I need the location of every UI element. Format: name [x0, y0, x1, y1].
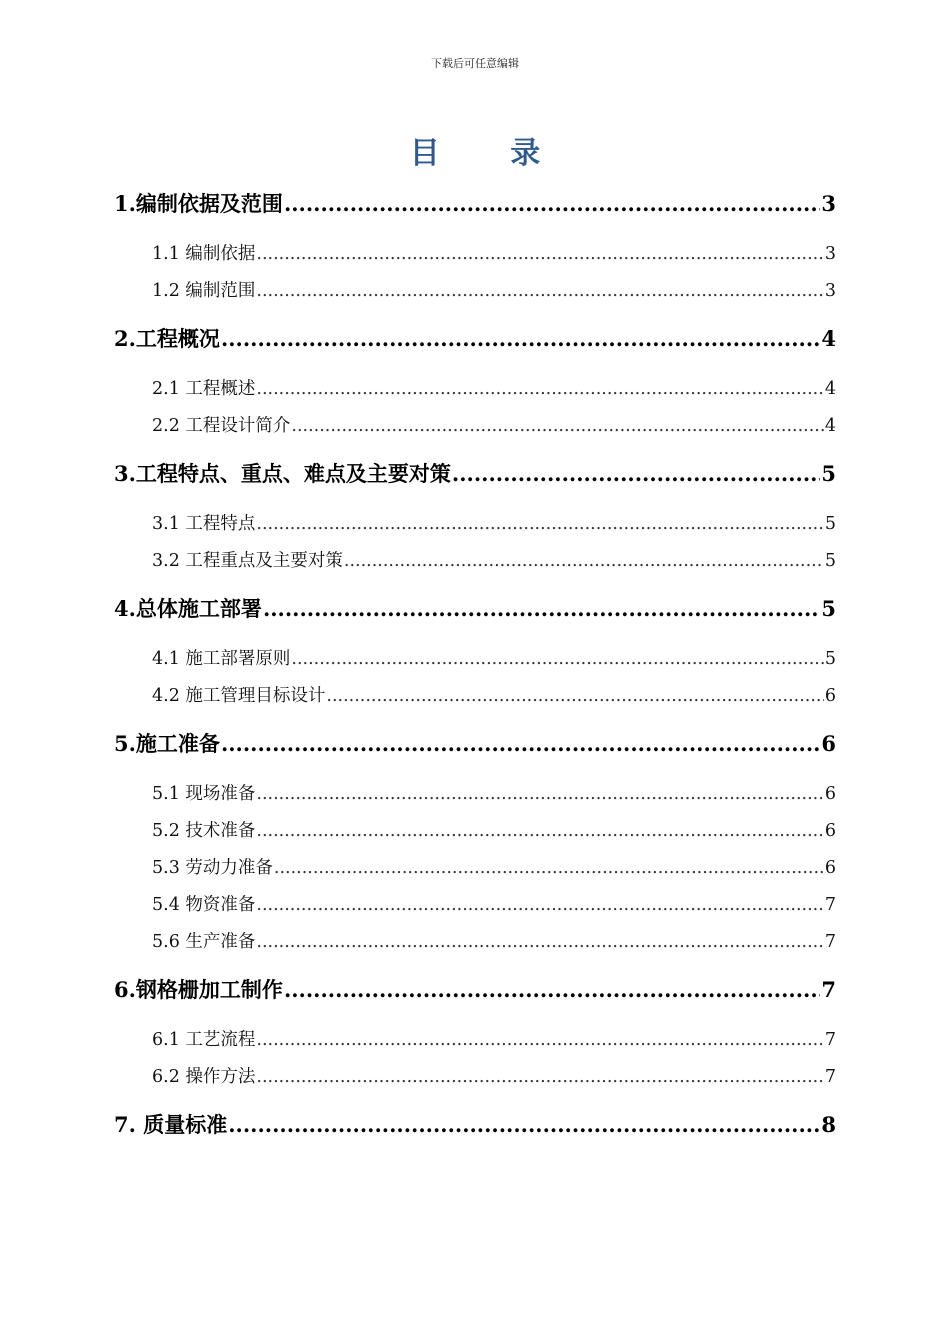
toc-entry-label: 7. 质量标准 — [114, 1112, 228, 1137]
toc-entry-label: 3.2 工程重点及主要对策 — [152, 551, 343, 571]
toc-section-entry[interactable] — [114, 776, 836, 813]
toc-entry-label: 3.工程特点、重点、难点及主要对策 — [114, 461, 451, 486]
toc-dot-leader — [256, 371, 823, 408]
toc-dot-leader — [452, 454, 820, 494]
toc-section-entry[interactable] — [114, 506, 836, 543]
table-of-contents — [114, 184, 836, 1145]
toc-entry-label: 5.2 技术准备 — [152, 821, 256, 841]
toc-dot-leader — [344, 543, 824, 580]
toc-entry-label: 5.3 劳动力准备 — [152, 858, 273, 878]
toc-chapter-entry[interactable] — [114, 319, 836, 359]
toc-page-number: 7 — [824, 1030, 836, 1050]
toc-page-number: 7 — [824, 895, 836, 915]
toc-page-number: 3 — [824, 244, 836, 264]
toc-dot-leader — [256, 887, 823, 924]
toc-dot-leader — [291, 641, 823, 678]
toc-section-entry[interactable] — [114, 1022, 836, 1059]
toc-page-number: 7 — [821, 977, 836, 1002]
toc-page-number: 6 — [824, 686, 836, 706]
toc-dot-leader — [263, 589, 820, 629]
toc-dot-leader — [228, 1105, 820, 1145]
toc-chapter-entry[interactable] — [114, 454, 836, 494]
toc-chapter-entry[interactable] — [114, 970, 836, 1010]
toc-chapter-entry[interactable] — [114, 724, 836, 764]
toc-section-entry[interactable] — [114, 236, 836, 273]
toc-chapter-entry[interactable] — [114, 589, 836, 629]
toc-page-number: 6 — [824, 784, 836, 804]
toc-title: 目 录 — [409, 136, 571, 171]
toc-section-entry[interactable] — [114, 813, 836, 850]
toc-entry-label: 4.总体施工部署 — [114, 596, 262, 621]
toc-entry-label: 6.2 操作方法 — [152, 1067, 256, 1087]
toc-dot-leader — [256, 813, 823, 850]
toc-page-number: 5 — [824, 649, 836, 669]
toc-dot-leader — [256, 1022, 823, 1059]
toc-section-entry[interactable] — [114, 887, 836, 924]
toc-chapter-entry[interactable] — [114, 184, 836, 224]
toc-page-number: 4 — [824, 379, 836, 399]
toc-section-entry[interactable] — [114, 408, 836, 445]
header-note: 下载后可任意编辑 — [431, 57, 519, 70]
toc-page-number: 6 — [821, 731, 836, 756]
toc-dot-leader — [284, 184, 820, 224]
toc-entry-label: 1.2 编制范围 — [152, 281, 256, 301]
toc-entry-label: 5.1 现场准备 — [152, 784, 256, 804]
toc-entry-label: 6.1 工艺流程 — [152, 1030, 256, 1050]
toc-chapter-entry[interactable] — [114, 1105, 836, 1145]
toc-page-number: 3 — [821, 191, 836, 216]
toc-section-entry[interactable] — [114, 641, 836, 678]
toc-section-entry[interactable] — [114, 1059, 836, 1096]
toc-dot-leader — [256, 273, 823, 310]
toc-page-number: 6 — [824, 858, 836, 878]
toc-page-number: 5 — [821, 596, 836, 621]
toc-section-entry[interactable] — [114, 678, 836, 715]
toc-entry-label: 5.6 生产准备 — [152, 932, 256, 952]
toc-dot-leader — [256, 1059, 823, 1096]
toc-dot-leader — [274, 850, 824, 887]
toc-entry-label: 5.施工准备 — [114, 731, 220, 756]
toc-section-entry[interactable] — [114, 371, 836, 408]
toc-section-entry[interactable] — [114, 543, 836, 580]
toc-page-number: 5 — [821, 461, 836, 486]
toc-section-entry[interactable] — [114, 850, 836, 887]
toc-dot-leader — [221, 724, 820, 764]
toc-entry-label: 2.1 工程概述 — [152, 379, 256, 399]
toc-entry-label: 1.编制依据及范围 — [114, 191, 283, 216]
toc-page-number: 7 — [824, 932, 836, 952]
toc-dot-leader — [326, 678, 823, 715]
toc-section-entry[interactable] — [114, 273, 836, 310]
toc-entry-label: 3.1 工程特点 — [152, 514, 256, 534]
toc-section-entry[interactable] — [114, 924, 836, 961]
toc-dot-leader — [284, 970, 820, 1010]
toc-dot-leader — [256, 506, 823, 543]
toc-entry-label: 2.2 工程设计简介 — [152, 416, 291, 436]
toc-page-number: 3 — [824, 281, 836, 301]
toc-page-number: 5 — [824, 551, 836, 571]
toc-dot-leader — [256, 924, 823, 961]
toc-entry-label: 4.2 施工管理目标设计 — [152, 686, 326, 706]
toc-dot-leader — [256, 776, 823, 813]
toc-entry-label: 1.1 编制依据 — [152, 244, 256, 264]
toc-page-number: 6 — [824, 821, 836, 841]
toc-entry-label: 5.4 物资准备 — [152, 895, 256, 915]
toc-entry-label: 4.1 施工部署原则 — [152, 649, 291, 669]
toc-page-number: 8 — [821, 1112, 836, 1137]
toc-entry-label: 6.钢格栅加工制作 — [114, 977, 283, 1002]
toc-dot-leader — [291, 408, 823, 445]
toc-page-number: 4 — [821, 326, 836, 351]
toc-dot-leader — [221, 319, 820, 359]
toc-page-number: 7 — [824, 1067, 836, 1087]
toc-dot-leader — [256, 236, 823, 273]
toc-page-number: 5 — [824, 514, 836, 534]
toc-entry-label: 2.工程概况 — [114, 326, 220, 351]
toc-page-number: 4 — [824, 416, 836, 436]
